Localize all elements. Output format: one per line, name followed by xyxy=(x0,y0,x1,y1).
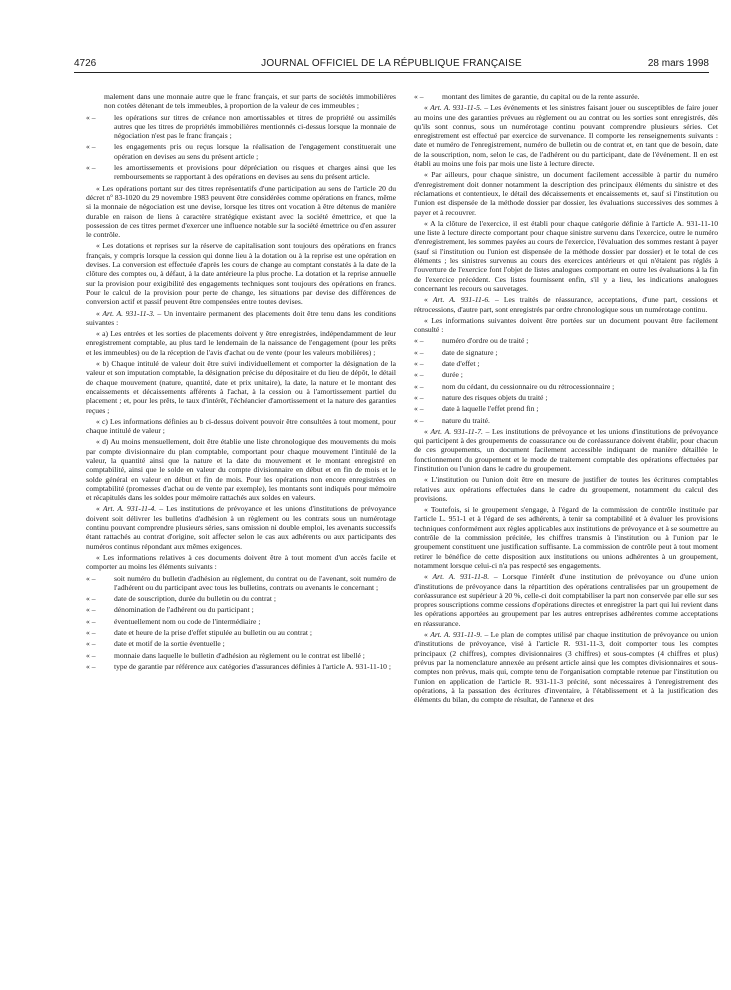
article-paragraph xyxy=(414,427,718,473)
list-marker: « – xyxy=(86,628,96,638)
article-text: – Les traités de réassurance, acceptations, d'une part, cessions et rétrocessions, d'autre part, sont enregistrés par ordre chronologique sous un numérotage continu. xyxy=(414,295,718,314)
list-item xyxy=(86,662,396,671)
page-header xyxy=(74,56,709,73)
list-item xyxy=(86,628,396,637)
list-item xyxy=(86,142,396,161)
paragraph: « c) Les informations définies au b ci-dessus doivent pouvoir être consultées à tout moment, pour chaque intitulé de valeur ; xyxy=(86,416,396,436)
list-marker: « – xyxy=(414,404,424,414)
list-item-text: nature des risques objets du traité ; xyxy=(442,392,548,402)
left-column xyxy=(86,92,396,984)
list-marker: « – xyxy=(414,415,424,425)
article-reference: Art. A. 931-11-7. xyxy=(430,426,483,436)
list-item-text: dénomination de l'adhérent ou du participant ; xyxy=(114,605,254,615)
list-marker: « – xyxy=(414,347,424,357)
list-item-text: soit numéro du bulletin d'adhésion au règlement, du contrat ou de l'avenant, soit numéro de l'adhérent ou du participant avec tous les bulletins, contrats ou avenants le concernant ; xyxy=(114,573,396,592)
article-paragraph xyxy=(414,572,718,628)
article-reference: Art. A. 931-11-4. xyxy=(102,504,157,514)
paragraph: « b) Chaque intitulé de valeur doit être suivi individuellement et comporter la désignation de la valeur et son imputation comptable, la désignation précise du dépositaire et du lieu de dépôt, le détail de chaque mouvement (nature, quantité, date et prix unitaire), la date, la nature et le montant des encaissements et décaissements afférents à l'achat, à la cession ou à l'amortissement partiel du placement ; et, pour les prêts, le taux d'intérêt, l'échéancier d'amortissement et la nature des garanties reçues ; xyxy=(86,359,396,415)
list-marker: « – xyxy=(86,573,96,583)
list-item-text: date d'effet ; xyxy=(442,359,480,369)
article-text: – Lorsque l'intérêt d'une institution de prévoyance ou d'une union d'institutions de prévoyance dans la répartition des opérations centralisées par un groupement de coréassurance est supérieur à 20 %, celle-ci doit comptabiliser la part non conservée par elle sur ses propres souscriptions comme cessions d'opérations directes et enregistrer la part qui lui revient dans les opérations apportées au groupement par les autres entreprises adhérentes comme acceptations en réassurance. xyxy=(414,572,718,628)
article-lead: « xyxy=(96,504,103,514)
article-lead: « xyxy=(424,572,433,582)
list-marker: « – xyxy=(414,92,424,101)
publication-date: 28 mars 1998 xyxy=(647,58,709,69)
paragraph: « Les informations suivantes doivent être portées sur un document pouvant être facilement consulté : xyxy=(414,315,718,335)
list-item xyxy=(414,393,718,402)
article-reference: Art. A. 931-11-3. xyxy=(102,308,155,318)
list-item xyxy=(414,416,718,425)
list-marker: « – xyxy=(86,142,96,152)
list-item-text: nom du cédant, du cessionnaire ou du rétrocessionnaire ; xyxy=(442,381,615,391)
list-item-text: éventuellement nom ou code de l'intermédiaire ; xyxy=(114,616,261,626)
list-item xyxy=(86,651,396,660)
paragraph-continuation: malement dans une monnaie autre que le franc français, et sur parts de sociétés immobilières non cotées détenant de tels immeubles, à proportion de la valeur de ces immeubles ; xyxy=(104,92,396,111)
article-paragraph xyxy=(414,103,718,168)
paragraph: « A la clôture de l'exercice, il est établi pour chaque catégorie définie à l'article A. 931-11-10 une liste à lecture directe comportant pour chaque sinistre survenu dans l'exercice, outre le numéro d'enregistrement, les sommes payées au cours de l'exercice, l'évaluation des sommes restant à payer (sauf si l'institution ou l'union est dispensée de la méthode dossier par dossier) et le total de ces éléments ; les sinistres survenus au cours des exercices antérieurs et qui n'étaient pas réglés à l'ouverture de l'exercice font l'objet de listes analogues comportant en outre les évaluations à la fin de l'exercice précédent. Ces listes fournissent enfin, s'il y a lieu, les indications analogues concernant les recours ou sauvetages. xyxy=(414,218,718,293)
list-item-text: montant des limites de garantie, du capital ou de la rente assurée. xyxy=(442,92,640,101)
list-marker: « – xyxy=(414,336,424,346)
paragraph: « Toutefois, si le groupement s'engage, à l'égard de la commission de contrôle instituée par l'article L. 951-1 et à l'égard de ses adhérents, à tenir sa comptabilité et à évaluer les provisions techniques conformément aux règles applicables aux institutions de prévoyance et à se soumettre au contrôle de la commission précitée, les chiffres transmis à l'institution ou à l'union par le groupement constituent une justification suffisante. La commission de contrôle peut à tout moment retirer le bénéfice de cette disposition aux institutions ou unions adhérentes à un groupement, notamment lorsque celui-ci n'a pas respecté ses engagements. xyxy=(414,505,718,570)
list-item xyxy=(86,594,396,603)
article-lead: « xyxy=(424,426,431,436)
article-paragraph xyxy=(86,309,396,328)
paragraph: « Les informations relatives à ces documents doivent être à tout moment d'un accès facile et comporter au moins les éléments suivants : xyxy=(86,552,396,572)
list-item xyxy=(414,336,718,345)
list-item xyxy=(86,163,396,182)
list-marker: « – xyxy=(414,392,424,402)
article-lead: « xyxy=(424,295,433,305)
list-item-text: date à laquelle l'effet prend fin ; xyxy=(442,404,539,414)
list-item-text: les amortissements et provisions pour dépréciation ou risques et charges ainsi que les remboursements se rapportant à des opérations en devises au sens du présent article. xyxy=(114,163,396,182)
article-paragraph xyxy=(86,504,396,550)
article-reference: Art. A. 931-11-8. xyxy=(432,572,490,582)
paragraph: « Les dotations et reprises sur la réserve de capitalisation sont toujours des opérations en francs français, y compris lorsque la cession qui donne lieu à la dotation ou à la reprise est une opération en devises. La conversion est effectuée d'après les cours de change au comptant constatés à la date de la clôture des comptes ou, à défaut, à la date antérieure la plus proche. La dotation et la reprise annuelle sur la provision pour exigibilité des engagements techniques sont toujours des opérations en francs. Pour le calcul de la provision pour perte de change, les situations par devise des différences de conversion actif et passif peuvent être compensées entre toutes devises. xyxy=(86,241,396,307)
list-item xyxy=(414,404,718,413)
journal-title: JOURNAL OFFICIEL DE LA RÉPUBLIQUE FRANÇAISE xyxy=(261,58,522,69)
list-item xyxy=(414,348,718,357)
list-marker: « – xyxy=(86,639,96,649)
list-item xyxy=(414,92,718,101)
list-marker: « – xyxy=(86,650,96,660)
list-marker: « – xyxy=(86,163,96,173)
list-marker: « – xyxy=(414,381,424,391)
page-number: 4726 xyxy=(74,58,97,69)
list-item-text: date de signature ; xyxy=(442,347,498,357)
article-text: – Les institutions de prévoyance et les unions d'institutions de prévoyance qui participent à des groupements de coassurance ou de coréassurance doivent établir, pour chacun de ces groupements, un document facilement accessible indiquant de manière détaillée le fonctionnement du groupement et le mode de traitement comptable des opérations effectuées par l'institution ou l'union dans le cadre du groupement. xyxy=(414,426,718,473)
list-item xyxy=(414,359,718,368)
paragraph: « L'institution ou l'union doit être en mesure de justifier de toutes les écritures comptables relatives aux opérations effectuées dans le cadre du groupement, notamment du calcul des provisions. xyxy=(414,475,718,503)
list-item xyxy=(414,382,718,391)
list-marker: « – xyxy=(414,370,424,380)
article-lead: « xyxy=(424,630,431,640)
paragraph: « Par ailleurs, pour chaque sinistre, un document facilement accessible à partir du numéro d'enregistrement doit donner notamment la description des principaux éléments du sinistre et des réclamations et contentieux, le détail des décaissements et encaissements et, sauf si l'institution ou l'union est dispensée de la méthode dossier par dossier, les évaluations successives des sommes à payer et à recouvrer. xyxy=(414,170,718,217)
article-text: – Les événements et les sinistres faisant jouer ou susceptibles de faire jouer au moins une des garanties prévues au règlement ou au contrat ou les sorties sont enregistrés, dès qu'ils sont connus, sous un numérotage continu pouvant comprendre plusieurs séries. Cet enregistrement est effectué par exercice de survenance. Il comporte les renseignements suivants : date et numéro de l'enregistrement, numéro de bulletin ou de contrat et, en tant que de besoin, date de la souscription, nom, selon le cas, de l'adhérent ou du participant, date de l'événement. Il en est établi au moins une fois par mois une liste à lecture directe. xyxy=(414,103,718,169)
article-reference: Art. A. 931-11-6. xyxy=(432,295,491,305)
list-item xyxy=(86,617,396,626)
paragraph: « Les opérations portant sur des titres représentatifs d'une participation au sens de l'article 20 du décret nº 83-1020 du 29 novembre 1983 peuvent être considérées comme opérations en francs, même si la monnaie de négociation est une devise, lorsque les titres ont vocation à être détenus de manière durable en raison de liens à caractère stratégique existant avec la société émettrice, et que la possession de ces titres permet d'exercer une influence notable sur la société émettrice ou d'en assurer le contrôle. xyxy=(86,183,396,240)
article-reference: Art. A. 931-11-5. xyxy=(430,103,482,113)
list-marker: « – xyxy=(86,594,96,604)
list-marker: « – xyxy=(86,605,96,615)
list-marker: « – xyxy=(86,112,96,122)
article-text: – Les institutions de prévoyance et les unions d'institutions de prévoyance doivent soit délivrer les bulletins d'adhésion à un règlement ou les contrats sous un numérotage continu pouvant comprendre plusieurs séries, sans omission ni double emploi, les avenants successifs étant rattachés au contrat d'origine, soit affecter selon le cas aux adhérents ou aux participants des numéros continus répondant aux mêmes exigences. xyxy=(86,504,396,551)
list-item-text: date et motif de la sortie éventuelle ; xyxy=(114,639,225,649)
list-item-text: les opérations sur titres de créance non amortissables et titres de propriété ou assimilés autres que les titres de propriétés immobilières mentionnés ci-dessus lorsque la monnaie de négociation n'est pas le franc français ; xyxy=(114,112,396,141)
paragraph: « d) Au moins mensuellement, doit être établie une liste chronologique des mouvements du mois par compte divisionnaire du plan comptable, comportant pour chaque mouvement l'intitulé de la valeur, la quantité ainsi que la nature et la date du mouvement et le montant enregistré en comptabilité, ainsi que le solde en valeur du compte divisionnaire en début et en fin de mois et le solde général en valeur en début et fin de mois. Pour les opérations non encore enregistrées en comptabilité (promesses d'achat ou de vente par exemple), les montants sont indiqués pour mémoire et récapitulés dans les soldes pour mémoire rattachés aux soldes en valeurs. xyxy=(86,437,396,503)
article-lead: « xyxy=(424,103,431,113)
right-column xyxy=(414,92,718,984)
list-item-text: date de souscription, durée du bulletin ou du contrat ; xyxy=(114,594,276,604)
list-item xyxy=(86,639,396,648)
paragraph: « a) Les entrées et les sorties de placements doivent y être enregistrées, indépendamment de leur enregistrement comptable, au plus tard le lendemain de la naissance de l'engagement (pour les prêts et les immeubles) ou de la réception de l'avis d'achat ou de vente (pour les valeurs mobilières) ; xyxy=(86,329,396,357)
article-text: – Un inventaire permanent des placements doit être tenu dans les conditions suivantes : xyxy=(86,308,396,327)
list-marker: « – xyxy=(86,661,96,671)
list-item xyxy=(86,113,396,141)
article-lead: « xyxy=(96,308,103,318)
list-item-text: monnaie dans laquelle le bulletin d'adhésion au règlement ou le contrat est libellé ; xyxy=(114,650,365,660)
list-item-text: type de garantie par référence aux catégories d'assurances définies à l'article A. 931-11-10 ; xyxy=(114,661,391,671)
list-item xyxy=(414,370,718,379)
article-reference: Art. A. 931-11-9. xyxy=(430,630,483,640)
list-item xyxy=(86,574,396,593)
article-paragraph xyxy=(414,630,718,704)
list-item xyxy=(86,605,396,614)
list-item-text: nature du traité. xyxy=(442,415,490,425)
article-paragraph xyxy=(414,295,718,314)
list-marker: « – xyxy=(414,359,424,369)
list-item-text: les engagements pris ou reçus lorsque la réalisation de l'engagement constituerait une opération en devises au sens du présent article ; xyxy=(114,142,396,161)
list-item-text: durée ; xyxy=(442,370,463,380)
list-marker: « – xyxy=(86,616,96,626)
article-text: – Le plan de comptes utilisé par chaque institution de prévoyance ou union d'institutions de prévoyance, visé à l'article R. 931-11-3, doit comporter tous les comptes principaux (2 chiffres), comptes divisionnaires (3 chiffres) et sous-comptes (4 chiffres et plus) prévus par la nomenclature annexée au présent article ainsi que les comptes divisionnaires et sous-comptes non prévus, mais qui, compte tenu de l'organisation comptable retenue par l'institution ou l'union en application de l'article R. 931-11-3 précité, sont nécessaires à l'enregistrement des opérations, à la passation des écritures d'inventaire, à l'établissement et à la justification des éléments du bilan, du compte de résultat, de l'annexe et des xyxy=(414,630,718,705)
list-item-text: date et heure de la prise d'effet stipulée au bulletin ou au contrat ; xyxy=(114,628,312,638)
list-item-text: numéro d'ordre ou de traité ; xyxy=(442,336,529,346)
